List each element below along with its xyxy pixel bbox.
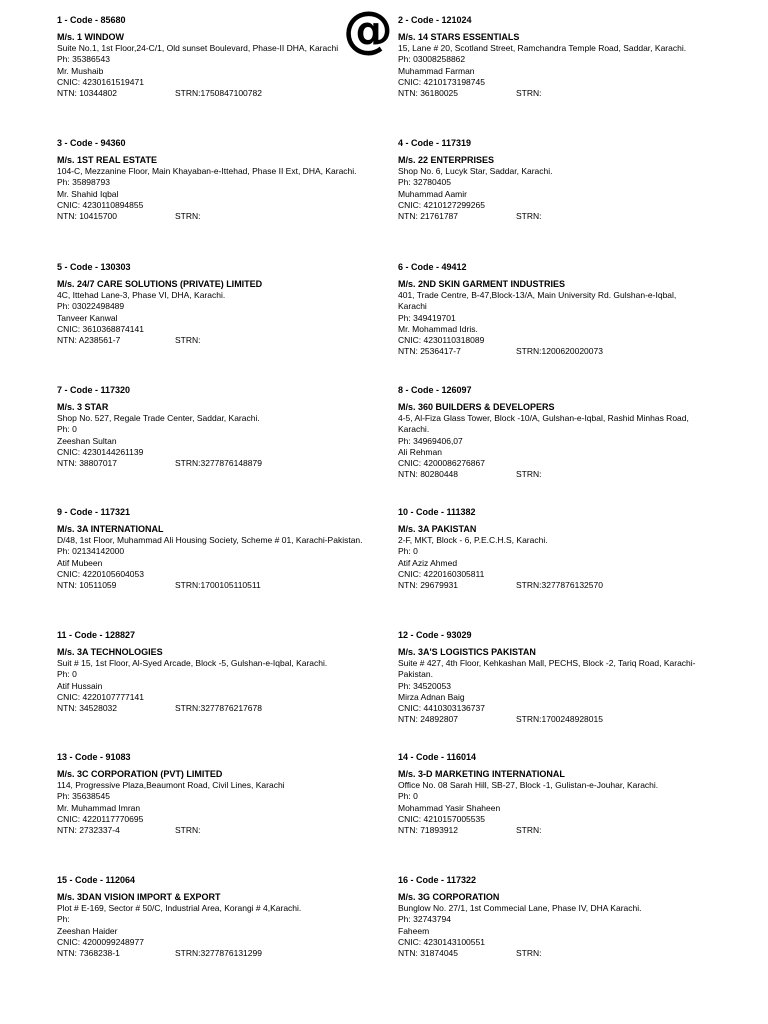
ntn-number: NTN: 38807017 [57, 458, 118, 469]
company-address: Plot # E-169, Sector # 50/C, Industrial Area, Korangi # 4,Karachi. [57, 903, 302, 913]
cnic-number: CNIC: 4200086276867 [398, 458, 485, 469]
phone-number: Ph: 35898793 [57, 177, 110, 188]
company-name: M/s. 24/7 CARE SOLUTIONS (PRIVATE) LIMITED [57, 279, 263, 289]
company-address: 2-F, MKT, Block - 6, P.E.C.H.S, Karachi. [398, 535, 548, 545]
company-address: 4C, Ittehad Lane-3, Phase VI, DHA, Karachi. [57, 290, 226, 300]
ntn-number: NTN: 2732337-4 [57, 825, 120, 836]
strn-number: STRN:3277876217678 [175, 703, 262, 714]
ntn-number: NTN: 2536417-7 [398, 346, 461, 357]
strn-number: STRN: [516, 948, 542, 959]
contact-person: Tanveer Kanwal [57, 312, 118, 323]
tax-numbers [57, 458, 377, 469]
contact-person: Muhammad Aamir [398, 188, 467, 199]
company-address: 4-5, Al-Fiza Glass Tower, Block -10/A, Gulshan-e-Iqbal, Rashid Minhas Road, Karachi. [398, 413, 692, 435]
contact-person: Mohammad Yasir Shaheen [398, 802, 501, 813]
company-address: 15, Lane # 20, Scotland Street, Ramchandra Temple Road, Saddar, Karachi. [398, 43, 687, 53]
company-name: M/s. 3 STAR [57, 402, 109, 412]
tax-numbers [398, 211, 703, 222]
entry-code: 14 - Code - 116014 [398, 752, 477, 762]
ntn-number: NTN: 10344802 [57, 88, 118, 99]
cnic-number: CNIC: 4210157005535 [398, 813, 485, 824]
company-address: Bunglow No. 27/1, 1st Commecial Lane, Phase IV, DHA Karachi. [398, 903, 642, 913]
ntn-number: NTN: 31874045 [398, 948, 459, 959]
directory-entry [398, 137, 703, 222]
cnic-number: CNIC: 4220117770695 [57, 813, 144, 824]
company-address: 104-C, Mezzanine Floor, Main Khayaban-e-Ittehad, Phase II Ext, DHA, Karachi. [57, 166, 357, 176]
contact-person: Atif Aziz Ahmed [398, 557, 458, 568]
strn-number: STRN: [175, 335, 201, 346]
contact-person: Mirza Adnan Baig [398, 691, 465, 702]
ntn-number: NTN: 7368238-1 [57, 948, 120, 959]
directory-entry [398, 506, 703, 591]
entry-code: 2 - Code - 121024 [398, 15, 472, 25]
strn-number: STRN: [516, 825, 542, 836]
contact-person: Ali Rehman [398, 446, 442, 457]
tax-numbers [398, 88, 703, 99]
cnic-number: CNIC: 4230144261139 [57, 446, 144, 457]
phone-number: Ph: [57, 914, 70, 925]
entry-code: 12 - Code - 93029 [398, 630, 472, 640]
company-name: M/s. 1ST REAL ESTATE [57, 155, 158, 165]
directory-entry [398, 261, 703, 358]
company-address: Shop No. 527, Regale Trade Center, Saddar, Karachi. [57, 413, 260, 423]
ntn-number: NTN: 24892807 [398, 714, 459, 725]
strn-number: STRN: [175, 211, 201, 222]
entry-code: 4 - Code - 117319 [398, 138, 472, 148]
contact-person: Muhammad Farman [398, 65, 475, 76]
strn-number: STRN: [516, 469, 542, 480]
entry-code: 5 - Code - 130303 [57, 262, 131, 272]
ntn-number: NTN: A238561-7 [57, 335, 121, 346]
company-address: D/48, 1st Floor, Muhammad Ali Housing Society, Scheme # 01, Karachi-Pakistan. [57, 535, 363, 545]
directory-entry [398, 874, 703, 959]
entry-code: 11 - Code - 128827 [57, 630, 136, 640]
tax-numbers [398, 714, 703, 725]
tax-numbers [398, 825, 703, 836]
contact-person: Zeeshan Haider [57, 925, 118, 936]
company-address: 401, Trade Centre, B-47,Block-13/A, Main University Rd. Gulshan-e-Iqbal, Karachi [398, 290, 679, 312]
contact-person: Mr. Mushaib [57, 65, 104, 76]
directory-entry [57, 874, 377, 959]
phone-number: Ph: 03008258862 [398, 54, 466, 65]
cnic-number: CNIC: 4230110894855 [57, 199, 144, 210]
company-name: M/s. 3A'S LOGISTICS PAKISTAN [398, 647, 536, 657]
company-address: Suite No.1, 1st Floor,24-C/1, Old sunset Boulevard, Phase-II DHA, Karachi [57, 43, 339, 53]
phone-number: Ph: 0 [57, 424, 77, 435]
strn-number: STRN: [516, 211, 542, 222]
ntn-number: NTN: 10511059 [57, 580, 117, 591]
ntn-number: NTN: 34528032 [57, 703, 118, 714]
tax-numbers [57, 580, 377, 591]
entry-code: 7 - Code - 117320 [57, 385, 131, 395]
ntn-number: NTN: 29679931 [398, 580, 459, 591]
directory-entry [398, 384, 703, 481]
tax-numbers [57, 88, 377, 99]
entry-code: 15 - Code - 112064 [57, 875, 136, 885]
company-name: M/s. 360 BUILDERS & DEVELOPERS [398, 402, 555, 412]
directory-entry [57, 384, 377, 469]
entry-code: 13 - Code - 91083 [57, 752, 131, 762]
phone-number: Ph: 0 [57, 669, 77, 680]
tax-numbers [57, 211, 377, 222]
directory-entry [398, 629, 703, 726]
contact-person: Mr. Shahid Iqbal [57, 188, 119, 199]
tax-numbers [398, 469, 703, 480]
phone-number: Ph: 32780405 [398, 177, 451, 188]
directory-entry [398, 14, 703, 99]
cnic-number: CNIC: 4230143100551 [398, 936, 485, 947]
cnic-number: CNIC: 4220160305811 [398, 568, 485, 579]
company-name: M/s. 2ND SKIN GARMENT INDUSTRIES [398, 279, 566, 289]
phone-number: Ph: 34969406,07 [398, 435, 463, 446]
tax-numbers [57, 825, 377, 836]
directory-entry [57, 751, 377, 836]
contact-person: Mr. Muhammad Imran [57, 802, 141, 813]
at-sign-logo: @ [343, 1, 393, 59]
directory-entry [57, 14, 377, 99]
entry-code: 8 - Code - 126097 [398, 385, 472, 395]
cnic-number: CNIC: 4230161519471 [57, 76, 144, 87]
company-address: Suite # 427, 4th Floor, Kehkashan Mall, PECHS, Block -2, Tariq Road, Karachi-Pakistan. [398, 658, 696, 680]
phone-number: Ph: 34520053 [398, 680, 451, 691]
company-address: Office No. 08 Sarah Hill, SB-27, Block -1, Gulistan-e-Jouhar, Karachi. [398, 780, 659, 790]
company-name: M/s. 3A INTERNATIONAL [57, 524, 164, 534]
company-name: M/s. 1 WINDOW [57, 32, 124, 42]
ntn-number: NTN: 36180025 [398, 88, 459, 99]
entry-code: 9 - Code - 117321 [57, 507, 131, 517]
directory-entry [57, 629, 377, 714]
company-address: Shop No. 6, Lucyk Star, Saddar, Karachi. [398, 166, 553, 176]
phone-number: Ph: 0 [398, 546, 418, 557]
strn-number: STRN:1200620020073 [516, 346, 603, 357]
tax-numbers [57, 335, 377, 346]
entry-code: 16 - Code - 117322 [398, 875, 477, 885]
cnic-number: CNIC: 3610368874141 [57, 323, 144, 334]
entry-code: 10 - Code - 111382 [398, 507, 476, 517]
ntn-number: NTN: 21761787 [398, 211, 459, 222]
cnic-number: CNIC: 4210127299265 [398, 199, 485, 210]
cnic-number: CNIC: 4210173198745 [398, 76, 485, 87]
company-name: M/s. 3DAN VISION IMPORT & EXPORT [57, 892, 221, 902]
company-name: M/s. 3A TECHNOLOGIES [57, 647, 163, 657]
phone-number: Ph: 349419701 [398, 312, 456, 323]
tax-numbers [398, 580, 703, 591]
company-name: M/s. 3C CORPORATION (PVT) LIMITED [57, 769, 223, 779]
ntn-number: NTN: 71893912 [398, 825, 459, 836]
company-address: Suit # 15, 1st Floor, Al-Syed Arcade, Block -5, Gulshan-e-Iqbal, Karachi. [57, 658, 328, 668]
phone-number: Ph: 35638545 [57, 791, 110, 802]
cnic-number: CNIC: 4200099248977 [57, 936, 144, 947]
contact-person: Atif Hussain [57, 680, 103, 691]
cnic-number: CNIC: 4230110318089 [398, 335, 485, 346]
company-name: M/s. 3G CORPORATION [398, 892, 500, 902]
company-name: M/s. 3A PAKISTAN [398, 524, 477, 534]
phone-number: Ph: 32743794 [398, 914, 451, 925]
company-address: 114, Progressive Plaza,Beaumont Road, Civil Lines, Karachi [57, 780, 285, 790]
company-name: M/s. 3-D MARKETING INTERNATIONAL [398, 769, 565, 779]
ntn-number: NTN: 10415700 [57, 211, 118, 222]
strn-number: STRN:1700248928015 [516, 714, 603, 725]
ntn-number: NTN: 80280448 [398, 469, 459, 480]
cnic-number: CNIC: 4220107777141 [57, 691, 144, 702]
strn-number: STRN:1750847100782 [175, 88, 262, 99]
entry-code: 6 - Code - 49412 [398, 262, 467, 272]
cnic-number: CNIC: 4220105604053 [57, 568, 144, 579]
directory-entry [57, 261, 377, 346]
tax-numbers [398, 346, 703, 357]
phone-number: Ph: 02134142000 [57, 546, 125, 557]
tax-numbers [398, 948, 703, 959]
strn-number: STRN:1700105110511 [175, 580, 261, 591]
strn-number: STRN: [175, 825, 201, 836]
company-name: M/s. 22 ENTERPRISES [398, 155, 495, 165]
directory-entry [57, 137, 377, 222]
cnic-number: CNIC: 4410303136737 [398, 703, 485, 714]
phone-number: Ph: 03022498489 [57, 301, 125, 312]
directory-entry [398, 751, 703, 836]
tax-numbers [57, 948, 377, 959]
directory-entry [57, 506, 377, 591]
phone-number: Ph: 0 [398, 791, 418, 802]
phone-number: Ph: 35386543 [57, 54, 110, 65]
strn-number: STRN:3277876148879 [175, 458, 262, 469]
strn-number: STRN: [516, 88, 542, 99]
entry-code: 1 - Code - 85680 [57, 15, 126, 25]
strn-number: STRN:3277876132570 [516, 580, 603, 591]
contact-person: Atif Mubeen [57, 557, 103, 568]
entry-code: 3 - Code - 94360 [57, 138, 126, 148]
contact-person: Faheem [398, 925, 430, 936]
contact-person: Zeeshan Sultan [57, 435, 117, 446]
tax-numbers [57, 703, 377, 714]
company-name: M/s. 14 STARS ESSENTIALS [398, 32, 520, 42]
strn-number: STRN:3277876131299 [175, 948, 262, 959]
contact-person: Mr. Mohammad Idris. [398, 323, 478, 334]
